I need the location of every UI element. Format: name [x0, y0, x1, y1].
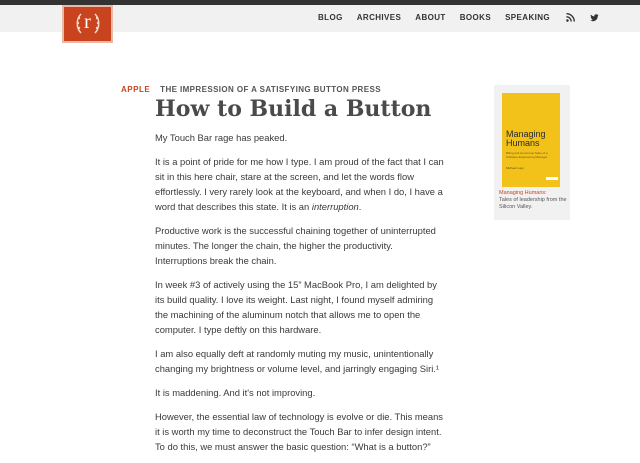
book-cover-author: Michael Lopp — [506, 166, 524, 170]
paragraph: However, the essential law of technology is evolve or die. This means it is worth my time to deconstruct the Touch Bar to infer design intent. To do this, we must answer the basic question: “What is a button?” — [155, 411, 443, 452]
paragraph: In week #3 of actively using the 15” MacBook Pro, I am delighted by its build quality. I love its weight. Last night, I found myself admiring the machining of the aluminum notch that allows me to open the computer. I type deftly on this hardware. — [155, 279, 437, 335]
book-promo[interactable] — [494, 85, 570, 220]
promo-text: Tales of leadership from the Silicon Valley. — [499, 197, 567, 210]
book-title-line: Managing — [506, 129, 546, 139]
nav-blog[interactable]: BLOG — [318, 13, 343, 22]
post-kicker — [121, 85, 381, 94]
main-nav — [318, 13, 612, 22]
nav-speaking[interactable]: SPEAKING — [505, 13, 551, 22]
site-logo[interactable] — [62, 5, 113, 43]
nav-about[interactable]: ABOUT — [415, 13, 446, 22]
publisher-logo — [546, 177, 558, 180]
rss-icon[interactable] — [566, 13, 575, 22]
paragraph-end: . — [358, 201, 362, 212]
logo-letter: r — [84, 10, 91, 33]
book-cover[interactable] — [502, 93, 560, 187]
paragraph-text: It is a point of pride for me how I type. I am proud of the fact that I can sit in this here chair, stare at the screen, and let the words flow effortlessly. I very rarely look at the keyboard, and when I do, I have a word that describes this state. It is an — [155, 156, 444, 212]
paragraph: My Touch Bar rage has peaked. — [155, 132, 288, 143]
category-link[interactable]: APPLE — [121, 85, 151, 94]
promo-title-link[interactable]: Managing Humans: — [499, 190, 547, 196]
book-cover-title — [506, 130, 546, 148]
emphasis: interruption — [311, 201, 359, 212]
twitter-icon[interactable] — [590, 13, 599, 22]
paragraph: I am also equally deft at randomly muting my music, unintentionally changing my brightness or volume level, and jarringly engaging Siri.¹ — [155, 348, 440, 374]
nav-books[interactable]: BOOKS — [459, 13, 492, 22]
paragraph — [155, 154, 445, 214]
book-cover-subtitle: Biting and Humorous Tales of a Software Engineering Manager — [506, 151, 548, 159]
article-body — [155, 130, 445, 463]
paragraph: Productive work is the successful chaining together of uninterrupted minutes. The longer the chain, the higher the productivity. Interruptions break the chain. — [155, 225, 436, 266]
post-title: How to Build a Button — [155, 96, 432, 122]
book-title-line: Humans — [506, 138, 540, 148]
nav-archives[interactable]: ARCHIVES — [356, 13, 402, 22]
post-subtitle: THE IMPRESSION OF A SATISFYING BUTTON PRESS — [160, 85, 381, 94]
paragraph: It is maddening. And it's not improving. — [155, 387, 316, 398]
